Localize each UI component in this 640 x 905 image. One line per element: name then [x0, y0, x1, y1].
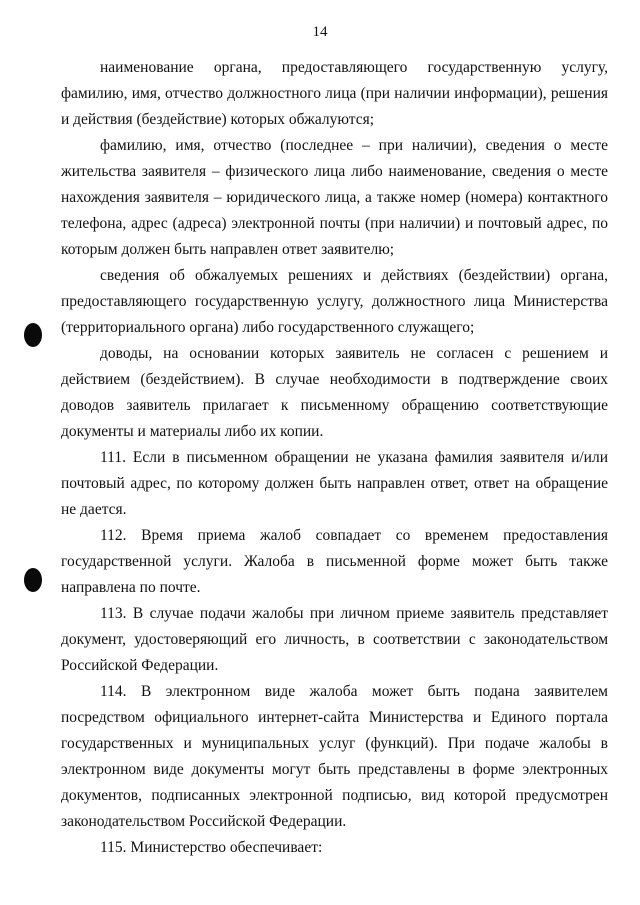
- paragraph-complaint-body-name: наименование органа, предоставляющего государственную услугу, фамилию, имя, отчество должностного лица (при наличии информации), решения и действия (бездействие) которых обжалуются;: [61, 59, 608, 128]
- document-body: [61, 55, 608, 861]
- paragraph-115: 115. Министерство обеспечивает:: [100, 839, 323, 856]
- punch-hole-mark: [24, 568, 42, 592]
- punch-hole-mark: [24, 323, 42, 347]
- paragraph-appealed-decisions: сведения об обжалуемых решениях и действиях (бездействии) органа, предоставляющего государственную услугу, должностного лица Министерства (территориального органа) либо государственного служащего;: [61, 267, 608, 336]
- paragraph-112: 112. Время приема жалоб совпадает со временем предоставления государственной услуги. Жалоба в письменной форме может быть также направлена по почте.: [61, 527, 608, 596]
- paragraph-applicant-details: фамилию, имя, отчество (последнее – при наличии), сведения о месте жительства заявителя – физического лица либо наименование, сведения о месте нахождения заявителя – юридического лица, а также номер (номера) контактного телефона, адрес (адреса) электронной почты (при наличии) и почтовый адрес, по которым должен быть направлен ответ заявителю;: [61, 137, 608, 258]
- page-number: 14: [312, 24, 328, 40]
- paragraph-113: 113. В случае подачи жалобы при личном приеме заявитель представляет документ, удостоверяющий его личность, в соответствии с законодательством Российской Федерации.: [61, 605, 608, 674]
- paragraph-114: 114. В электронном виде жалоба может быть подана заявителем посредством официального интернет-сайта Министерства и Единого портала государственных и муниципальных услуг (функций). При подаче жалобы в электронном виде документы могут быть представлены в форме электронных документов, подписанных электронной подписью, вид которой предусмотрен законодательством Российской Федерации.: [61, 683, 608, 830]
- paragraph-arguments: доводы, на основании которых заявитель не согласен с решением и действием (бездействием). В случае необходимости в подтверждение своих доводов заявитель прилагает к письменному обращению соответствующие документы и материалы либо их копии.: [61, 345, 608, 440]
- paragraph-111: 111. Если в письменном обращении не указана фамилия заявителя и/или почтовый адрес, по которому должен быть направлен ответ, ответ на обращение не дается.: [61, 449, 608, 518]
